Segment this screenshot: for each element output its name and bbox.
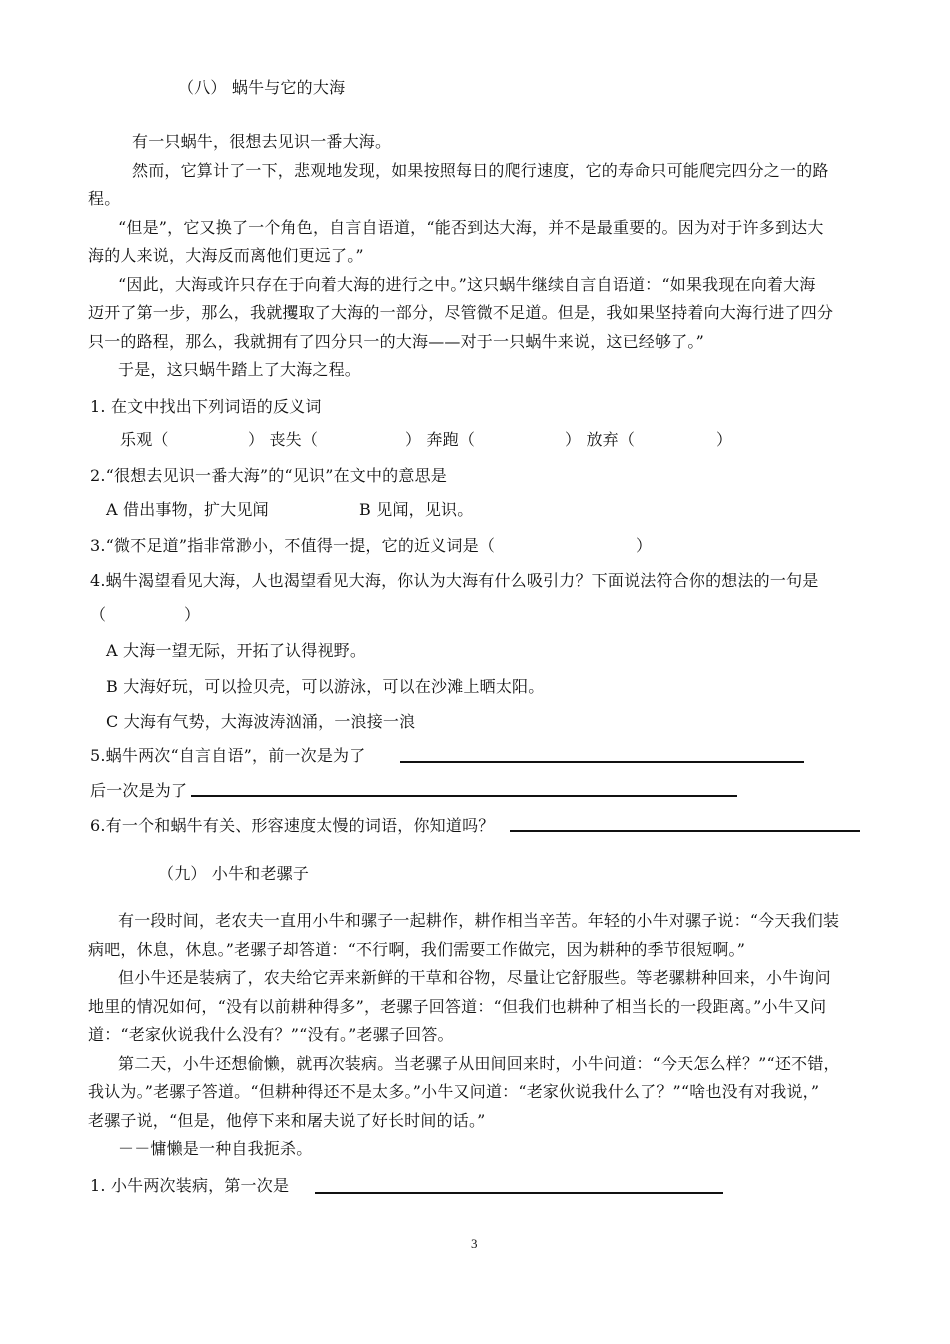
section-9-paragraph: 我认为。”老骡子答道。“但耕种得还不是太多。”小牛又问道：“老家伙说我什么了？”“啥也没有对我说，”: [88, 1082, 820, 1101]
question-5-answer-line-1[interactable]: [400, 761, 804, 763]
question-4-option-c: C 大海有气势，大海波涛汹涌，一浪接一浪: [106, 712, 416, 731]
section-8-paragraph: 程。: [88, 189, 121, 208]
section-9-question-1-answer-line[interactable]: [315, 1192, 723, 1194]
question-3-paren-close: ）: [636, 536, 653, 555]
question-4-paren-close: ）: [184, 605, 201, 624]
question-2-option-a: A 借出事物，扩大见闻: [106, 500, 269, 519]
question-4-paren-open: （: [90, 605, 107, 624]
section-8-paragraph: 只一的路程，那么，我就拥有了四分只一的大海——对于一只蜗牛来说，这已经够了。”: [88, 332, 704, 351]
question-5-answer-line-2[interactable]: [191, 795, 737, 797]
section-8-paragraph: “但是”，它又换了一个角色，自言自语道，“能否到达大海，并不是最重要的。因为对于许多到达大: [118, 218, 824, 237]
question-2-stem: 2.“很想去见识一番大海”的“见识”在文中的意思是: [90, 466, 447, 485]
section-8-title: （八） 蜗牛与它的大海: [178, 78, 346, 97]
section-9-paragraph: 但小牛还是装病了，农夫给它弄来新鲜的干草和谷物，尽量让它舒服些。等老骡耕种回来，小牛询问: [118, 968, 831, 987]
section-9-paragraph: 道：“老家伙说我什么没有？”“没有。”老骡子回答。: [88, 1025, 454, 1044]
page-number: 3: [471, 1236, 478, 1251]
section-8-paragraph: 有一只蜗牛，很想去见识一番大海。: [132, 132, 392, 151]
section-9-paragraph: 病吧，休息，休息。”老骡子却答道：“不行啊，我们需要工作做完，因为耕种的季节很短啊。”: [88, 940, 746, 959]
question-1-item-sangshi: ） 丧失（: [248, 430, 319, 449]
section-9-paragraph: 老骡子说，“但是，他停下来和屠夫说了好长时间的话。”: [88, 1111, 486, 1130]
section-8-paragraph: 然而，它算计了一下，悲观地发现，如果按照每日的爬行速度，它的寿命只可能爬完四分之一的路: [132, 161, 829, 180]
question-1-paren-close: ）: [716, 430, 733, 449]
question-5-stem: 5.蜗牛两次“自言自语”，前一次是为了: [90, 746, 366, 765]
question-4-stem: 4.蜗牛渴望看见大海，人也渴望看见大海，你认为大海有什么吸引力？下面说法符合你的想法的一句是: [90, 571, 819, 590]
question-4-option-a: A 大海一望无际，开拓了认得视野。: [106, 641, 367, 660]
section-8-paragraph: “因此，大海或许只存在于向着大海的进行之中。”这只蜗牛继续自言自语道：“如果我现在向着大海: [118, 275, 816, 294]
section-8-paragraph: 海的人来说，大海反而离他们更远了。”: [88, 246, 364, 265]
section-8-paragraph: 迈开了第一步，那么，我就攫取了大海的一部分，尽管微不足道。但是，我如果坚持着向大海行进了四分: [88, 303, 834, 322]
section-9-paragraph: 地里的情况如何，“没有以前耕种得多”，老骡子回答道：“但我们也耕种了相当长的一段距离。”小牛又问: [88, 997, 827, 1016]
section-8-paragraph: 于是，这只蜗牛踏上了大海之程。: [118, 360, 362, 379]
question-1-stem: 1. 在文中找出下列词语的反义词: [90, 397, 322, 416]
question-2-option-b: B 见闻，见识。: [359, 500, 474, 519]
question-3-stem: 3.“微不足道”指非常渺小，不值得一提，它的近义词是（: [90, 536, 496, 555]
section-9-title: （九） 小牛和老骡子: [158, 864, 310, 883]
section-9-paragraph: 第二天，小牛还想偷懒，就再次装病。当老骡子从田间回来时，小牛问道：“今天怎么样？”“还不错，: [118, 1054, 840, 1073]
section-9-moral: －－慵懒是一种自我扼杀。: [118, 1139, 313, 1158]
question-5-second: 后一次是为了: [90, 781, 188, 800]
question-6-stem: 6.有一个和蜗牛有关、形容速度太慢的词语，你知道吗？: [90, 816, 495, 835]
section-9-question-1-stem: 1. 小牛两次装病，第一次是: [90, 1176, 290, 1195]
question-1-item-leguan: 乐观（: [120, 430, 169, 449]
question-1-item-fangqi: ） 放弃（: [565, 430, 636, 449]
section-9-paragraph: 有一段时间，老农夫一直用小牛和骡子一起耕作，耕作相当辛苦。年轻的小牛对骡子说：“今天我们装: [118, 911, 840, 930]
question-4-option-b: B 大海好玩，可以捡贝壳，可以游泳，可以在沙滩上晒太阳。: [106, 677, 545, 696]
question-1-item-benpao: ） 奔跑（: [405, 430, 476, 449]
question-6-answer-line[interactable]: [510, 830, 860, 832]
